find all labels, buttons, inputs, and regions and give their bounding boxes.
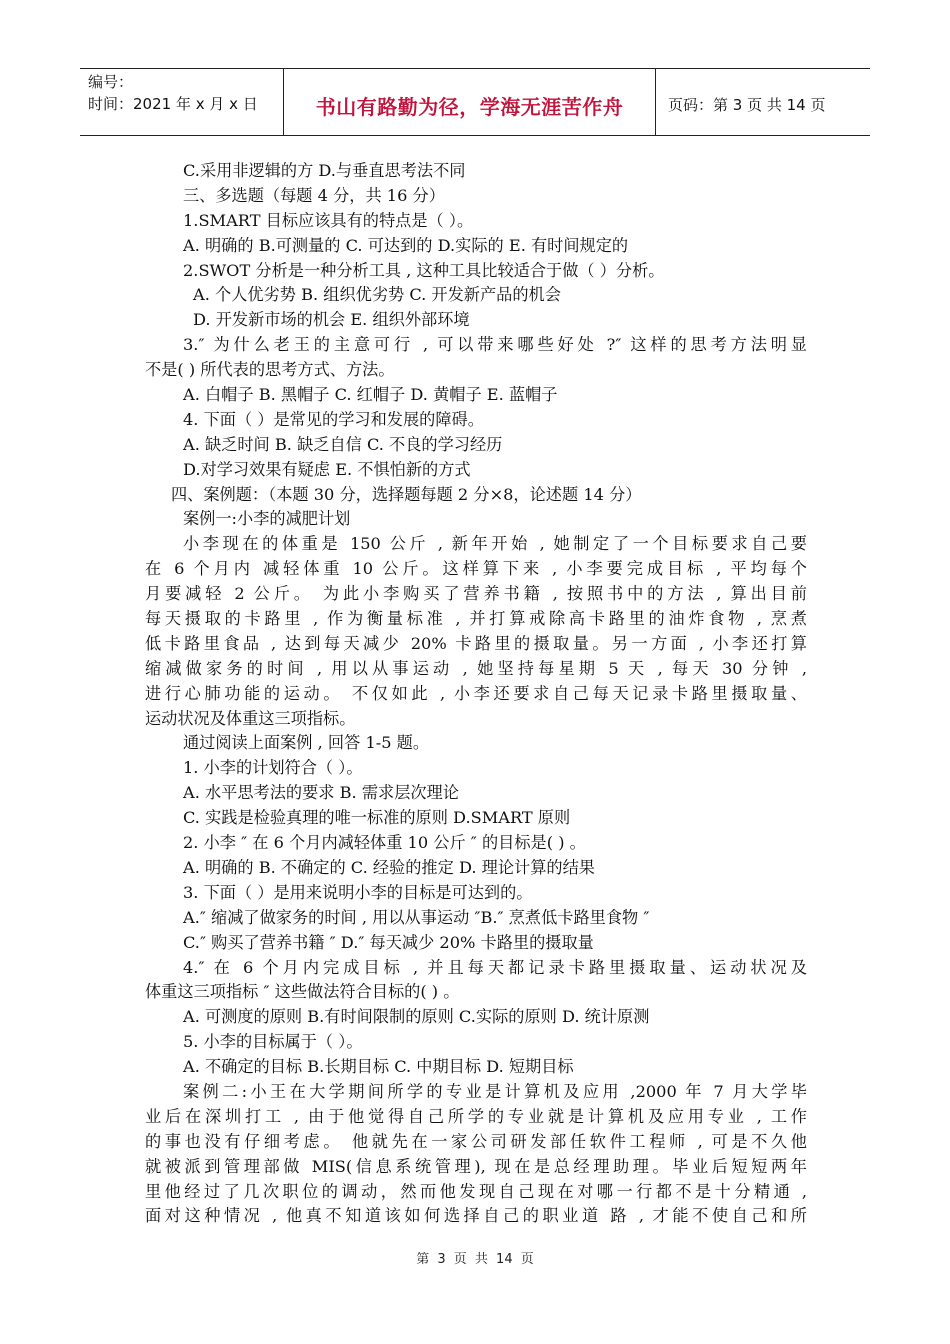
question-line: 2. 小李 ″ 在 6 个月内减轻体重 10 公斤 ″ 的目标是( ) 。 bbox=[183, 833, 586, 853]
case-paragraph-line: 里他经过了几次职位的调动，然而他发现自己现在对哪一行都不是十分精通 , bbox=[145, 1181, 807, 1201]
section-heading: 三、多选题（每题 4 分，共 16 分） bbox=[183, 185, 445, 205]
case-paragraph-line: 月要减轻 2 公斤。 为此小李购买了营养书籍 , 按照书中的方法 , 算出目前 bbox=[145, 584, 807, 604]
option-line: A. 白帽子 B. 黑帽子 C. 红帽子 D. 黄帽子 E. 蓝帽子 bbox=[183, 385, 558, 405]
option-line: A. 明确的 B. 不确定的 C. 经验的推定 D. 理论计算的结果 bbox=[183, 857, 595, 877]
text-line: C.采用非逻辑的方 D.与垂直思考法不同 bbox=[183, 161, 466, 180]
doc-number-label: 编号： bbox=[88, 73, 134, 91]
document-body bbox=[145, 159, 807, 1229]
option-line: A. 明确的 B.可测量的 C. 可达到的 D.实际的 E. 有时间规定的 bbox=[183, 235, 629, 255]
question-line: 不是( ) 所代表的思考方式、方法。 bbox=[145, 360, 395, 380]
option-line: A. 可测度的原则 B.有时间限制的原则 C.实际的原则 D. 统计原测 bbox=[183, 1007, 650, 1027]
option-line: A. 水平思考法的要求 B. 需求层次理论 bbox=[183, 783, 459, 803]
header-page-info: 页码：第 3 页 共 14 页 bbox=[668, 95, 826, 114]
case-paragraph-line: 在 6 个月内 减轻体重 10 公斤。这样算下来 , 小李要完成目标 , 平均每个 bbox=[145, 559, 807, 579]
header-motto: 书山有路勤为径，学海无涯苦作舟 bbox=[284, 69, 656, 135]
case-title: 案例一:小李的减肥计划 bbox=[183, 509, 351, 529]
option-line: D.对学习效果有疑虑 E. 不惧怕新的方式 bbox=[183, 459, 471, 479]
question-line: 1. 小李的计划符合（ ）。 bbox=[183, 758, 363, 778]
question-line: 1.SMART 目标应该具有的特点是（ ）。 bbox=[183, 210, 474, 230]
question-line: 3.″ 为什么老王的主意可行 , 可以带来哪些好处 ?″ 这样的思考方法明显 bbox=[183, 335, 807, 355]
question-line: 4.″ 在 6 个月内完成目标 , 并且每天都记录卡路里摄取量、运动状况及 bbox=[183, 957, 807, 977]
doc-date-label: 时间：2021 年 x 月 x 日 bbox=[88, 95, 258, 113]
case-paragraph-line: 就被派到管理部做 MIS(信息系统管理), 现在是总经理助理。毕业后短短两年 bbox=[145, 1156, 807, 1176]
case-paragraph-line: 面对这种情况 , 他真不知道该如何选择自己的职业道 路 , 才能不使自己和所 bbox=[145, 1206, 807, 1226]
case-paragraph-line: 每天摄取的卡路里 , 作为衡量标准 , 并打算戒除高卡路里的油炸食物 , 烹煮 bbox=[145, 609, 807, 629]
question-line: 2.SWOT 分析是一种分析工具 , 这种工具比较适合于做（ ）分析。 bbox=[183, 260, 665, 280]
section-heading: 四、案例题：（本题 30 分，选择题每题 2 分×8，论述题 14 分） bbox=[171, 484, 642, 504]
option-line: A.″ 缩减了做家务的时间 , 用以从事运动 ″B.″ 烹煮低卡路里食物 ″ bbox=[183, 907, 650, 927]
case-paragraph-line: 运动状况及体重这三项指标。 bbox=[145, 708, 356, 728]
case-paragraph-line: 小李现在的体重是 150 公斤 , 新年开始 , 她制定了一个目标要求自己要 bbox=[183, 534, 807, 554]
case-paragraph-line: 缩减做家务的时间 , 用以从事运动 , 她坚持每星期 5 天 , 每天 30 分钟 , bbox=[145, 658, 808, 678]
option-line: D. 开发新市场的机会 E. 组织外部环境 bbox=[193, 310, 470, 330]
option-line: C. 实践是检验真理的唯一标准的原则 D.SMART 原则 bbox=[183, 808, 571, 828]
case-paragraph-line: 案例二:小王在大学期间所学的专业是计算机及应用 ,2000 年 7 月大学毕 bbox=[183, 1081, 807, 1101]
case-paragraph-line: 业后在深圳打工 , 由于他觉得自己所学的专业就是计算机及应用专业 , 工作 bbox=[145, 1106, 807, 1126]
case-paragraph-line: 低卡路里食品 , 达到每天减少 20% 卡路里的摄取量。另一方面 , 小李还打算 bbox=[145, 633, 807, 653]
question-line: 4. 下面（ ）是常见的学习和发展的障碍。 bbox=[183, 409, 484, 429]
option-line: C.″ 购买了营养书籍 ″ D.″ 每天减少 20% 卡路里的摄取量 bbox=[183, 932, 594, 952]
question-line: 体重这三项指标 ″ 这些做法符合目标的( ) 。 bbox=[145, 982, 460, 1002]
option-line: A. 缺乏时间 B. 缺乏自信 C. 不良的学习经历 bbox=[183, 434, 503, 454]
instruction-line: 通过阅读上面案例 , 回答 1-5 题。 bbox=[183, 733, 430, 753]
page-header bbox=[80, 68, 870, 136]
page-footer: 第 3 页 共 14 页 bbox=[416, 1252, 534, 1267]
option-line: A. 不确定的目标 B.长期目标 C. 中期目标 D. 短期目标 bbox=[183, 1057, 574, 1077]
option-line: A. 个人优劣势 B. 组织优劣势 C. 开发新产品的机会 bbox=[193, 285, 561, 305]
case-paragraph-line: 的事也没有仔细考虑。 他就先在一家公司研发部任软件工程师 , 可是不久他 bbox=[145, 1131, 807, 1151]
question-line: 5. 小李的目标属于（ ）。 bbox=[183, 1032, 363, 1052]
case-paragraph-line: 进行心肺功能的运动。 不仅如此 , 小李还要求自己每天记录卡路里摄取量、 bbox=[145, 683, 807, 703]
question-line: 3. 下面（ ）是用来说明小李的目标是可达到的。 bbox=[183, 882, 533, 902]
header-meta bbox=[80, 69, 284, 135]
